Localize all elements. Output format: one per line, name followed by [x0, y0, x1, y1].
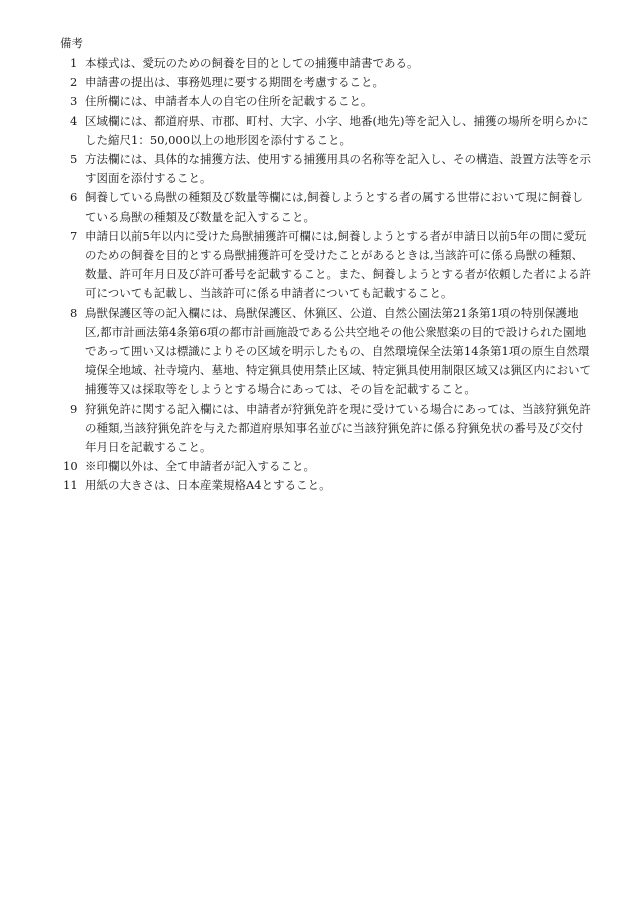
remark-item	[60, 400, 592, 458]
remark-number: 7	[70, 228, 78, 243]
remark-item	[60, 304, 592, 400]
remark-item	[60, 188, 592, 226]
remark-number: 6	[70, 190, 78, 205]
remark-item	[60, 92, 592, 111]
remark-text: 飼養している鳥獣の種類及び数量等欄には,飼養しようとする者の属する世帯において現に飼養している鳥獣の種類及び数量を記入すること。	[85, 190, 584, 224]
remark-item	[60, 150, 592, 188]
remark-text: 用紙の大きさは、日本産業規格A4とすること。	[85, 478, 331, 493]
remark-item	[60, 54, 592, 73]
remark-text: 住所欄には、申請者本人の自宅の住所を記載すること。	[85, 94, 373, 109]
remark-text: 方法欄には、具体的な捕獲方法、使用する捕獲用具の名称等を記入し、その構造、設置方法等を示す図面を添付すること。	[85, 152, 591, 186]
remarks-list	[60, 54, 592, 496]
remark-item	[60, 476, 592, 495]
remark-number: 10	[63, 459, 78, 474]
remark-text: 狩猟免許に関する記入欄には、申請者が狩猟免許を現に受けている場合にあっては、当該狩猟免許の種類,当該狩猟免許を与えた都道府県知事名並びに当該狩猟免許に係る狩猟免状の番号及び交付年月日を記載すること。	[85, 401, 591, 455]
remark-text: 区域欄には、都道府県、市郡、町村、大字、小字、地番(地先)等を記入し、捕獲の場所を明らかにした縮尺1：50,000以上の地形図を添付すること。	[85, 113, 589, 147]
remark-item	[60, 73, 592, 92]
remark-text: 本様式は、愛玩のための飼養を目的としての捕獲申請書である。	[85, 56, 419, 70]
remark-number: 5	[70, 152, 78, 167]
remark-text: 申請書の提出は、事務処理に要する期間を考慮すること。	[85, 75, 384, 90]
remark-number: 4	[70, 113, 78, 128]
remark-text: ※印欄以外は、全て申請者が記入すること。	[85, 459, 315, 474]
remark-text: 鳥獣保護区等の記入欄には、鳥獣保護区、休猟区、公道、自然公園法第21条第1項の特別保護地区,都市計画法第4条第6項の都市計画施設である公共空地その他公衆慰楽の目的で設けられた園地であって囲い又は標識によりその区域を明示したもの、自然環境保全法第14条第1項の原生自然環境保全地域、社寺境内、墓地、特定猟具使用禁止区域、特定猟具使用制限区域又は猟区内において捕獲等又は採取等をしようとする場合にあっては、その旨を記載すること。	[85, 305, 591, 397]
remark-number: 1	[70, 56, 78, 70]
remark-number: 8	[70, 305, 78, 320]
remark-number: 2	[70, 75, 78, 90]
remark-item	[60, 112, 592, 150]
remarks-heading: 備考	[60, 36, 83, 50]
remark-number: 9	[70, 401, 78, 416]
remark-item	[60, 457, 592, 476]
remark-number: 11	[63, 478, 78, 493]
remark-text: 申請日以前5年以内に受けた鳥獣捕獲許可欄には,飼養しようとする者が申請日以前5年の間に愛玩のための飼養を目的とする鳥獣捕獲許可を受けたことがあるときは,当該許可に係る鳥獣の種類、数量、許可年月日及び許可番号を記載すること。また、飼養しようとする者が依頼した者による許可についても記載し、当該許可に係る申請者についても記載すること。	[85, 228, 591, 301]
remark-item	[60, 227, 592, 304]
remark-number: 3	[70, 94, 78, 109]
